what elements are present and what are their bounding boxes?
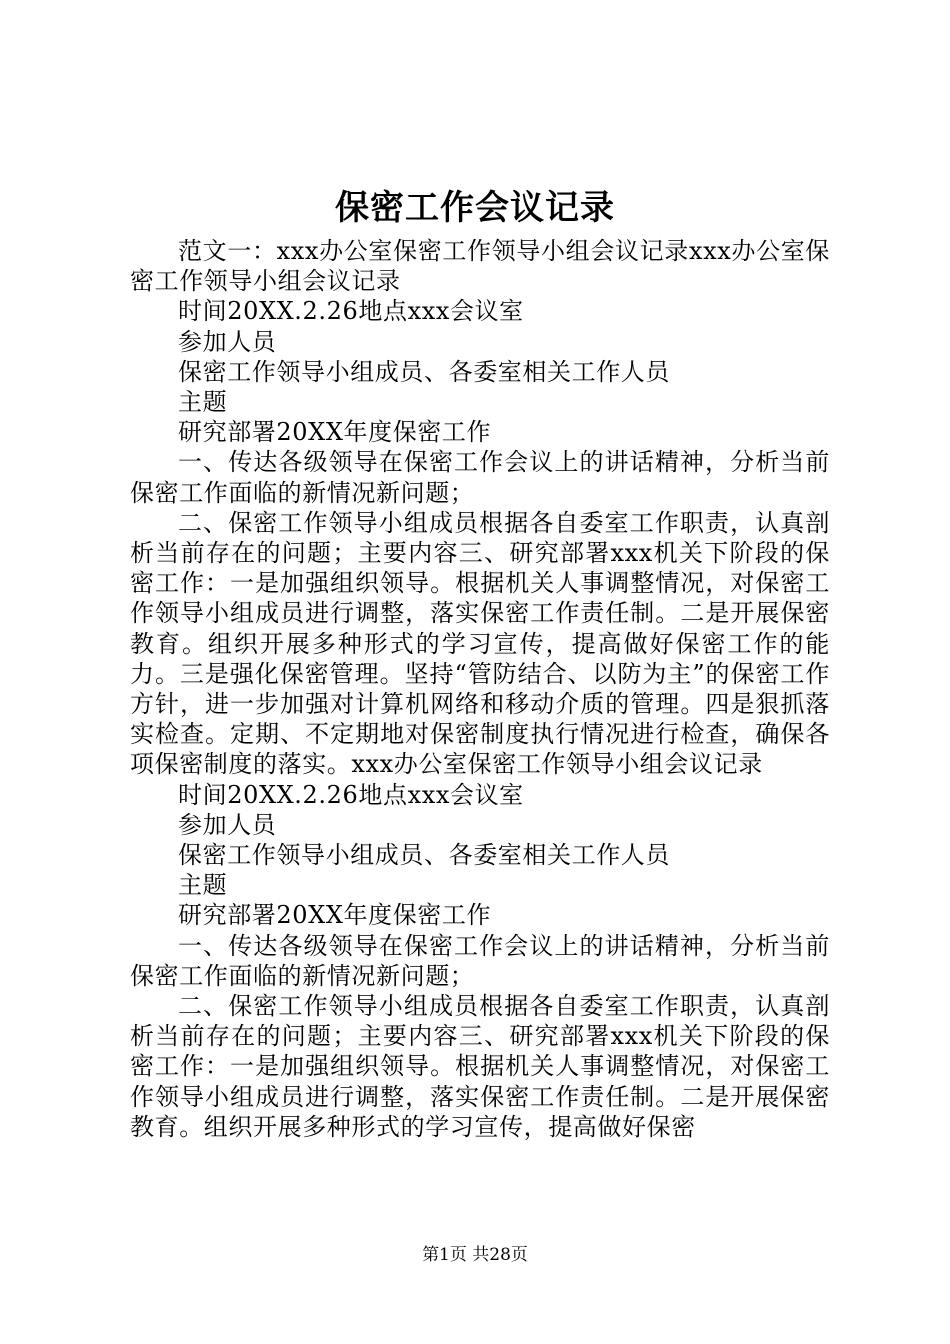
- paragraph: 参加人员: [178, 327, 277, 356]
- paragraph: 研究部署20XX年度保密工作: [178, 418, 492, 447]
- paragraph: 参加人员: [178, 810, 277, 839]
- paragraph: 保密工作领导小组成员、各委室相关工作人员: [178, 357, 670, 386]
- document-title: 保密工作会议记录: [335, 188, 615, 228]
- paragraph: 范文一：xxx办公室保密工作领导小组会议记录xxx办公室保密工作领导小组会议记录: [130, 237, 830, 296]
- paragraph: 一、传达各级领导在保密工作会议上的讲话精神，分析当前保密工作面临的新情况新问题；: [130, 448, 830, 507]
- paragraph: 时间20XX.2.26地点xxx会议室: [178, 780, 524, 809]
- document-body: [130, 236, 830, 1142]
- paragraph: 一、传达各级领导在保密工作会议上的讲话精神，分析当前保密工作面临的新情况新问题；: [130, 931, 830, 990]
- paragraph: 二、保密工作领导小组成员根据各自委室工作职责，认真剖析当前存在的问题；主要内容三、研究部署xxx机关下阶段的保密工作：一是加强组织领导。根据机关人事调整情况，对保密工作领导小组成员进行调整，落实保密工作责任制。二是开展保密教育。组织开展多种形式的学习宣传，提高做好保密工作的能力。三是强化保密管理。坚持“管防结合、以防为主”的保密工作方针，进一步加强对计算机网络和移动介质的管理。四是狠抓落实检查。定期、不定期地对保密制度执行情况进行检查，确保各项保密制度的落实。xxx办公室保密工作领导小组会议记录: [130, 508, 830, 779]
- paragraph: 研究部署20XX年度保密工作: [178, 901, 492, 930]
- paragraph: 主题: [178, 388, 228, 417]
- paragraph: 二、保密工作领导小组成员根据各自委室工作职责，认真剖析当前存在的问题；主要内容三、研究部署xxx机关下阶段的保密工作：一是加强组织领导。根据机关人事调整情况，对保密工作领导小组成员进行调整，落实保密工作责任制。二是开展保密教育。组织开展多种形式的学习宣传，提高做好保密: [130, 992, 830, 1141]
- paragraph: 时间20XX.2.26地点xxx会议室: [178, 297, 524, 326]
- page-footer: 第1页 共28页: [422, 1245, 528, 1265]
- paragraph: 保密工作领导小组成员、各委室相关工作人员: [178, 841, 670, 870]
- paragraph: 主题: [178, 871, 228, 900]
